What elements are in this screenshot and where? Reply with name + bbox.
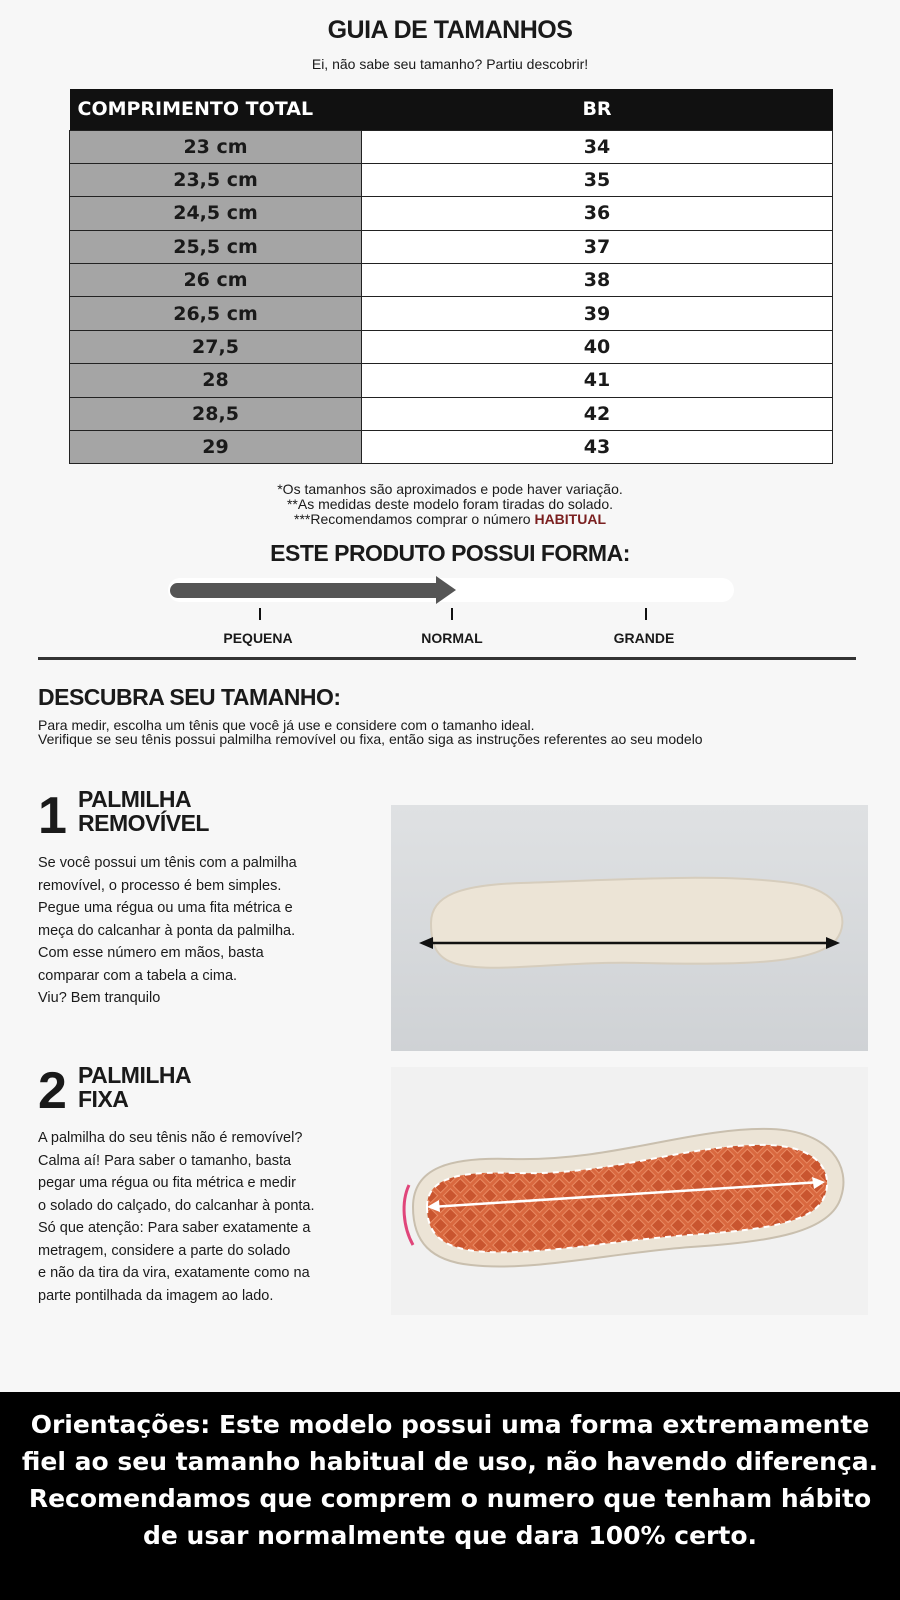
length-cell: 23 cm (70, 130, 362, 163)
br-cell: 39 (362, 297, 833, 330)
step-2-title-line-2: FIXA (78, 1086, 129, 1112)
br-cell: 38 (362, 264, 833, 297)
br-cell: 36 (362, 197, 833, 230)
page-subtitle: Ei, não sabe seu tamanho? Partiu descobrir! (311, 56, 589, 72)
step-2-text-line: pegar uma régua ou fita métrica e medir (38, 1175, 296, 1191)
length-cell: 28,5 (70, 397, 362, 430)
header-br: BR (362, 89, 833, 130)
table-row (70, 130, 833, 163)
step-1-title (78, 787, 209, 835)
arrow-head-icon (436, 576, 456, 604)
size-notes (0, 482, 900, 527)
table-row (70, 431, 833, 464)
note-habitual-highlight: HABITUAL (534, 511, 606, 527)
tick-grande (645, 608, 647, 620)
forma-scale-bar (170, 583, 442, 598)
table-row (70, 397, 833, 430)
note-line-1: *Os tamanhos são aproximados e pode haver variação. (277, 481, 623, 497)
step-2-text (38, 1127, 373, 1307)
table-row (70, 163, 833, 196)
note-line-3 (0, 512, 900, 527)
size-table (69, 89, 833, 464)
br-cell: 42 (362, 397, 833, 430)
descubra-line-2: Verifique se seu tênis possui palmilha removível ou fixa, então siga as instruções referentes ao seu modelo (38, 731, 703, 747)
descubra-instructions (38, 718, 878, 746)
step-1-title-line-1: PALMILHA (78, 786, 192, 812)
step-2-text-line: parte pontilhada da imagem ao lado. (38, 1287, 274, 1304)
step-1-number: 1 (38, 787, 67, 845)
label-pequena: PEQUENA (223, 630, 293, 646)
step-2-title (78, 1063, 191, 1111)
length-cell: 26,5 cm (70, 297, 362, 330)
step-1-text (38, 852, 373, 1010)
step-1-text-line: Se você possui um tênis com a palmilha (38, 855, 297, 871)
note-line-3-text: ***Recomendamos comprar o número (294, 511, 531, 527)
br-cell: 37 (362, 230, 833, 263)
page-title: GUIA DE TAMANHOS (327, 16, 573, 44)
step-2-text-line: o solado do calçado, do calcanhar à ponta. (38, 1197, 315, 1214)
footer-orientacoes (0, 1392, 900, 1600)
step-2-number: 2 (38, 1062, 67, 1120)
step-2-title-line-1: PALMILHA (78, 1062, 192, 1088)
length-cell: 28 (70, 364, 362, 397)
note-line-2: **As medidas deste modelo foram tiradas do solado. (286, 496, 614, 512)
insole-shape (431, 878, 842, 968)
footer-line-2: fiel ao seu tamanho habitual de uso, não havendo diferença. (21, 1447, 879, 1476)
label-normal: NORMAL (421, 630, 483, 646)
br-cell: 34 (362, 130, 833, 163)
length-cell: 26 cm (70, 264, 362, 297)
table-row (70, 364, 833, 397)
step-1-text-line: Pegue uma régua ou uma fita métrica e (38, 900, 293, 916)
step-1-text-line: meça do calcanhar à ponta da palmilha. (38, 922, 296, 939)
header-comprimento: COMPRIMENTO TOTAL (70, 89, 362, 130)
length-cell: 25,5 cm (70, 230, 362, 263)
length-cell: 23,5 cm (70, 163, 362, 196)
step-1-text-line: Com esse número em mãos, basta (38, 945, 264, 961)
footer-line-4: de usar normalmente que dara 100% certo. (142, 1521, 758, 1550)
fixed-sole-photo (391, 1067, 868, 1315)
footer-line-3: Recomendamos que comprem o numero que tenham hábito (28, 1484, 872, 1513)
step-1-text-line: Viu? Bem tranquilo (38, 990, 161, 1006)
length-cell: 24,5 cm (70, 197, 362, 230)
forma-title: ESTE PRODUTO POSSUI FORMA: (270, 540, 630, 566)
step-2-text-line: A palmilha do seu tênis não é removível? (38, 1130, 303, 1146)
table-row (70, 197, 833, 230)
section-divider (38, 657, 856, 660)
table-row (70, 264, 833, 297)
table-row (70, 230, 833, 263)
step-2-text-line: metragem, considere a parte do solado (38, 1242, 291, 1259)
step-2-text-line: e não da tira da vira, exatamente como na (38, 1265, 310, 1281)
label-grande: GRANDE (613, 630, 675, 646)
length-cell: 29 (70, 431, 362, 464)
step-1-text-line: comparar com a tabela a cima. (38, 967, 238, 984)
table-row (70, 330, 833, 363)
tick-normal (451, 608, 453, 620)
size-table-header (70, 89, 833, 130)
step-1-title-line-2: REMOVÍVEL (78, 810, 209, 836)
length-cell: 27,5 (70, 330, 362, 363)
step-1-text-line: removível, o processo é bem simples. (38, 877, 282, 894)
step-2-text-line: Calma aí! Para saber o tamanho, basta (38, 1152, 292, 1169)
br-cell: 35 (362, 163, 833, 196)
br-cell: 41 (362, 364, 833, 397)
descubra-title: DESCUBRA SEU TAMANHO: (38, 684, 341, 710)
table-row (70, 297, 833, 330)
br-cell: 43 (362, 431, 833, 464)
descubra-line-1: Para medir, escolha um tênis que você já use e considere com o tamanho ideal. (38, 717, 535, 733)
br-cell: 40 (362, 330, 833, 363)
footer-line-1: Orientações: Este modelo possui uma forma extremamente (30, 1410, 870, 1439)
tick-pequena (259, 608, 261, 620)
removable-insole-photo (391, 805, 868, 1051)
step-2-text-line: Só que atenção: Para saber exatamente a (38, 1220, 311, 1236)
